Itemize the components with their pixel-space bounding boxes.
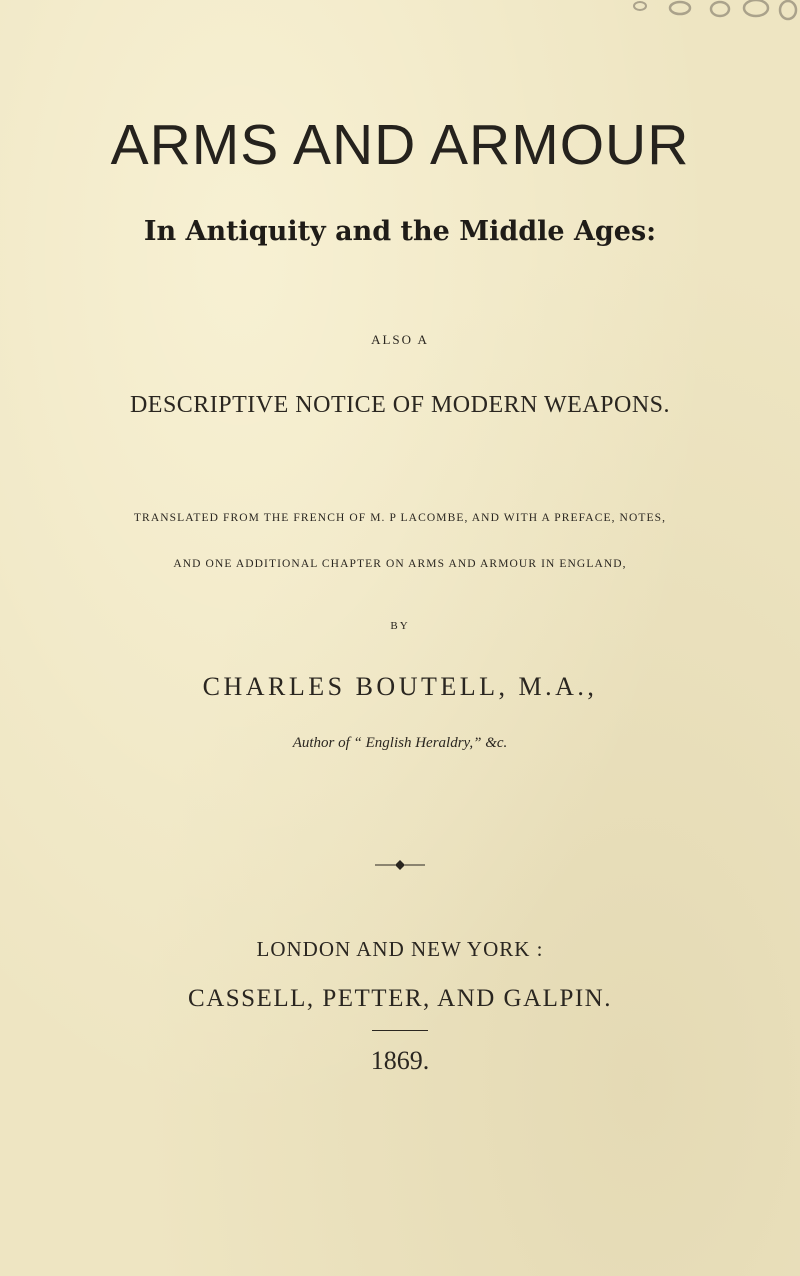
descriptive-line: DESCRIPTIVE NOTICE OF MODERN WEAPONS. <box>129 392 671 418</box>
diamond-ornament-icon <box>375 858 425 872</box>
ink-stains <box>628 0 800 24</box>
translated-line-2: AND ONE ADDITIONAL CHAPTER ON ARMS AND ARMOUR IN ENGLAND, <box>173 558 627 570</box>
publisher-name: CASSELL, PETTER, AND GALPIN. <box>188 985 612 1012</box>
also-line: ALSO A <box>371 332 429 347</box>
publication-location: LONDON AND NEW YORK : <box>256 937 544 961</box>
short-rule-divider <box>372 1030 428 1031</box>
main-title: ARMS AND ARMOUR <box>110 113 690 177</box>
translated-line-1: TRANSLATED FROM THE FRENCH OF M. P LACOMBE, AND WITH A PREFACE, NOTES, <box>133 512 667 524</box>
author-name: CHARLES BOUTELL, M.A., <box>202 672 598 701</box>
publication-year: 1869. <box>370 1046 430 1075</box>
subtitle: In Antiquity and the Middle Ages: <box>143 216 657 247</box>
by-line: BY <box>390 620 410 632</box>
author-credential: Author of “ English Heraldry,” &c. <box>292 735 508 751</box>
